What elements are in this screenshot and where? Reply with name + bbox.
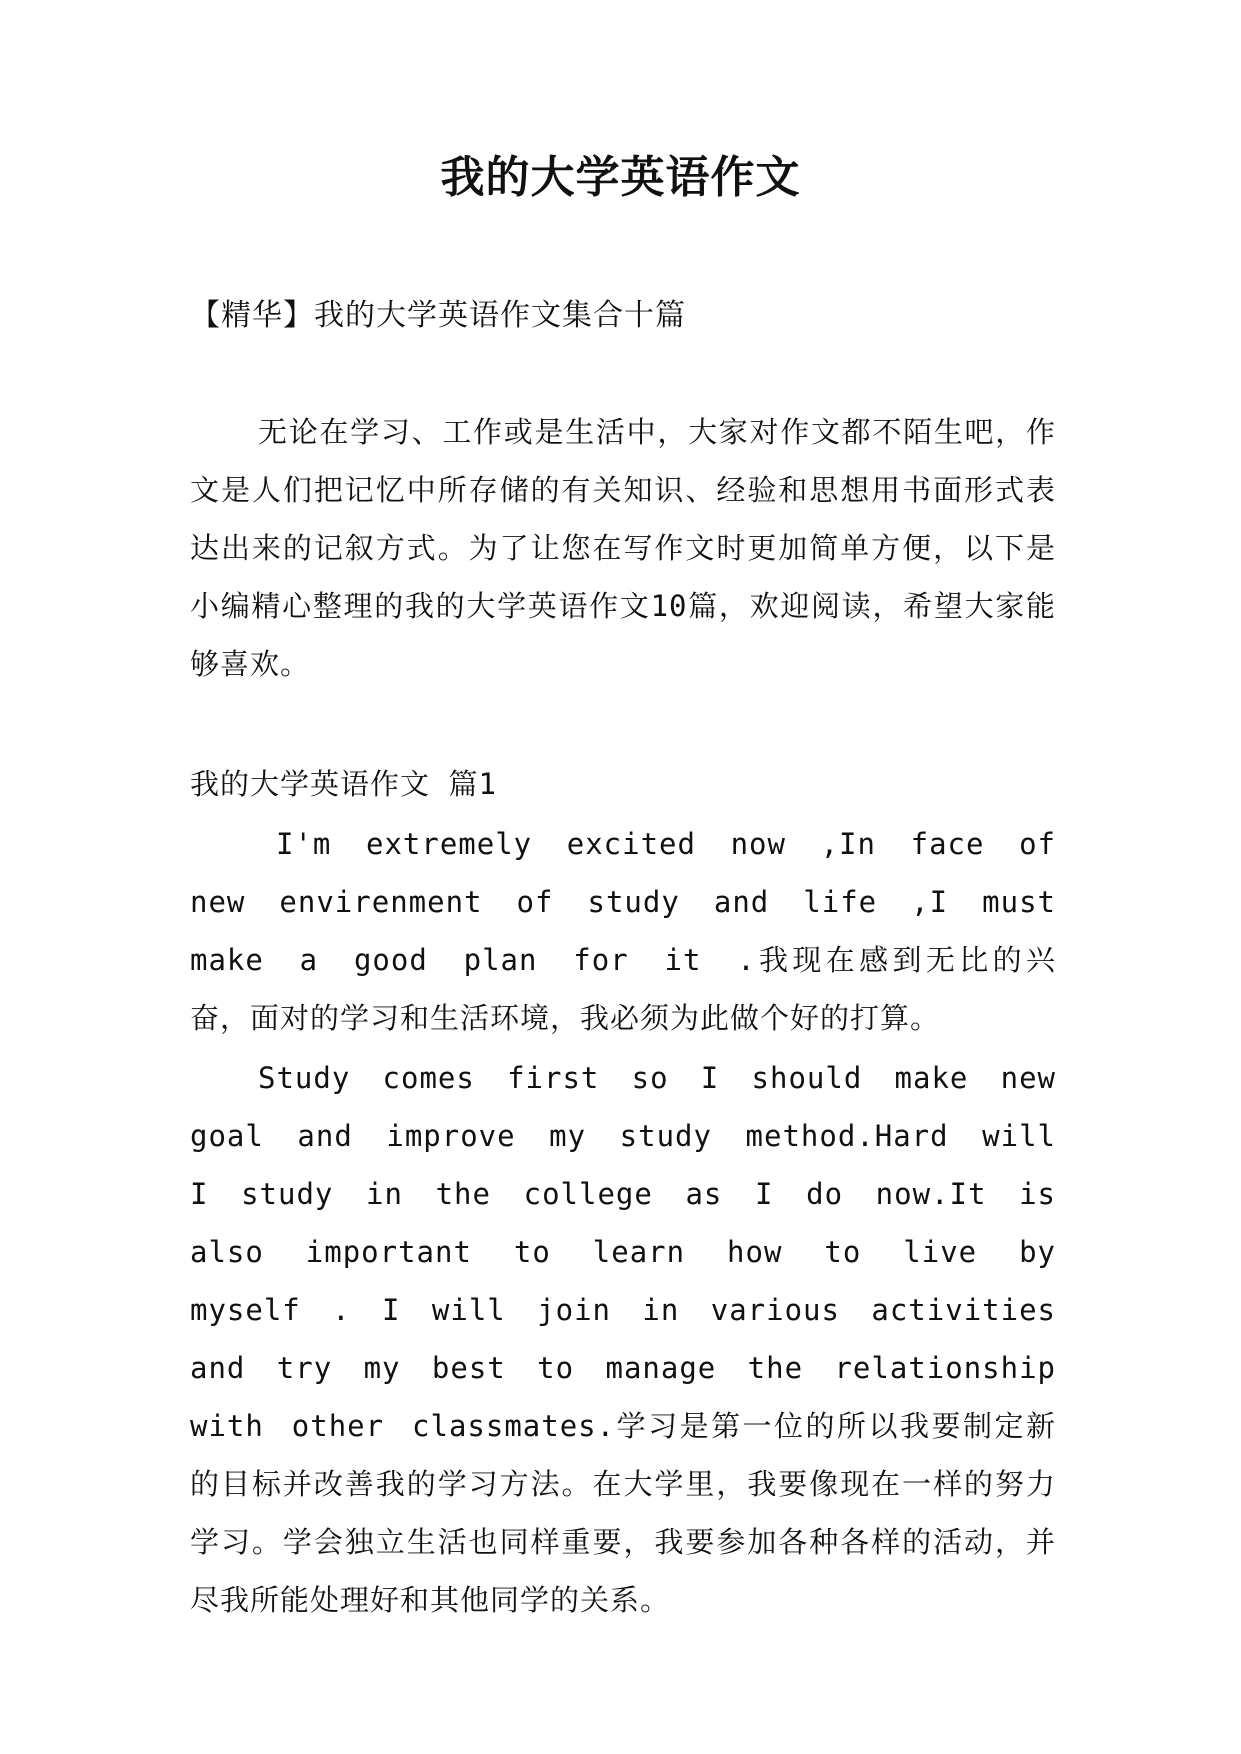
essay-paragraph-2: Study comes first so I should make new goal and improve my study method.Hard will I study in the college as I do now.It is also important to learn how to live by myself . I will join in various activities and try my best to manage the relationship with other classmates.学习是第一位的所以我要制定新的目标并改善我的学习方法。在大学里，我要像现在一样的努力学习。学会独立生活也同样重要，我要参加各种各样的活动，并尽我所能处理好和其他同学的关系。 <box>190 1061 1056 1617</box>
document-title: 我的大学英语作文 <box>440 152 801 203</box>
document-subtitle: 【精华】我的大学英语作文集合十篇 <box>190 298 686 333</box>
intro-paragraph: 无论在学习、工作或是生活中，大家对作文都不陌生吧，作文是人们把记忆中所存储的有关知识、经验和思想用书面形式表达出来的记叙方式。为了让您在写作文时更加简单方便，以下是小编精心整理的我的大学英语作文10篇，欢迎阅读，希望大家能够喜欢。 <box>190 415 1056 681</box>
section-heading: 我的大学英语作文 篇1 <box>190 767 497 801</box>
essay-paragraph-1: I'm extremely excited now ,In face of new envirenment of study and life ,I must make a good plan for it .我现在感到无比的兴奋，面对的学习和生活环境，我必须为此做个好的打算。 <box>190 827 1056 1035</box>
